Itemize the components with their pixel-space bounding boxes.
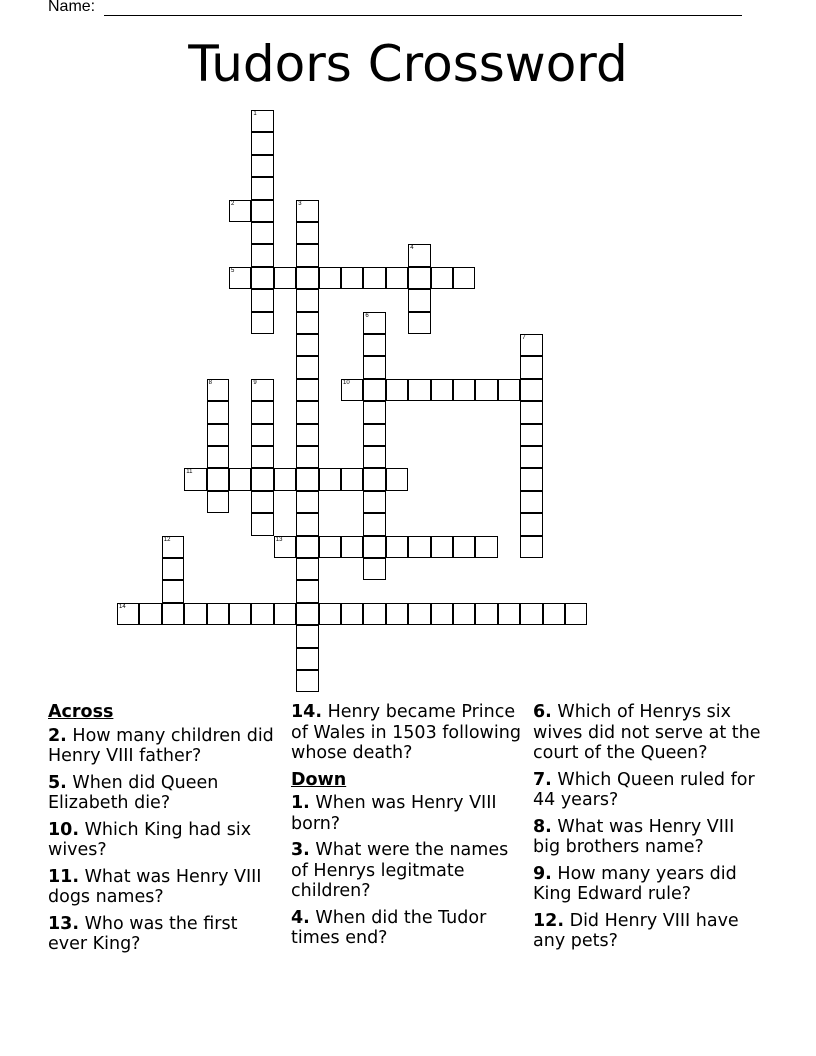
crossword-cell[interactable] (184, 603, 206, 625)
crossword-cell[interactable] (431, 536, 453, 558)
crossword-cell[interactable] (207, 468, 229, 490)
crossword-cell[interactable] (520, 603, 542, 625)
crossword-cell[interactable] (184, 468, 206, 490)
clue-across-5: 5. When did Queen Elizabeth die? (48, 772, 219, 813)
crossword-cell[interactable] (520, 424, 542, 446)
crossword-cell[interactable] (162, 603, 184, 625)
clue-across-2: 2. How many children did Henry VIII father? (48, 725, 274, 766)
crossword-cell[interactable] (319, 536, 341, 558)
clue-down-4: 4. When did the Tudor times end? (291, 907, 487, 948)
crossword-cell[interactable] (431, 603, 453, 625)
crossword-cell[interactable] (363, 536, 385, 558)
cell-number: 7 (522, 335, 526, 341)
crossword-cell[interactable] (139, 603, 161, 625)
crossword-cell[interactable] (274, 603, 296, 625)
crossword-cell[interactable] (341, 468, 363, 490)
crossword-cell[interactable] (453, 267, 475, 289)
crossword-cell[interactable] (565, 603, 587, 625)
crossword-cell[interactable] (296, 379, 318, 401)
crossword-cell[interactable] (117, 603, 139, 625)
crossword-cell[interactable] (520, 379, 542, 401)
crossword-cell[interactable] (296, 312, 318, 334)
clue-down-9: 9. How many years did King Edward rule? (533, 863, 737, 904)
crossword-cell[interactable] (341, 267, 363, 289)
name-input-line[interactable] (104, 15, 742, 16)
crossword-cell[interactable] (408, 379, 430, 401)
crossword-cell[interactable] (296, 468, 318, 490)
crossword-cell[interactable] (543, 603, 565, 625)
crossword-cell[interactable] (498, 603, 520, 625)
crossword-cell[interactable] (386, 468, 408, 490)
crossword-cell[interactable] (341, 379, 363, 401)
crossword-cell[interactable] (341, 536, 363, 558)
crossword-cell[interactable] (363, 334, 385, 356)
clues-column-2 (291, 702, 521, 955)
clues-column-1 (48, 702, 278, 961)
crossword-cell[interactable] (319, 603, 341, 625)
cell-number: 5 (231, 267, 235, 274)
crossword-cell[interactable] (475, 379, 497, 401)
crossword-cell[interactable] (520, 401, 542, 423)
crossword-cell[interactable] (363, 491, 385, 513)
crossword-cell[interactable] (207, 379, 229, 401)
crossword-cell[interactable] (251, 379, 273, 401)
cell-number: 10 (343, 379, 350, 386)
crossword-cell[interactable] (207, 401, 229, 423)
crossword-cell[interactable] (408, 312, 430, 334)
clue-across-13: 13. Who was the first ever King? (48, 913, 238, 954)
crossword-cell[interactable] (319, 468, 341, 490)
cell-number: 6 (365, 312, 369, 319)
down-heading: Down (291, 769, 347, 790)
crossword-cell[interactable] (363, 558, 385, 580)
crossword-cell[interactable] (475, 603, 497, 625)
crossword-cell[interactable] (207, 603, 229, 625)
crossword-cell[interactable] (251, 132, 273, 154)
crossword-cell[interactable] (319, 267, 341, 289)
cell-number: 12 (163, 536, 171, 543)
crossword-cell[interactable] (251, 424, 273, 446)
crossword-cell[interactable] (386, 379, 408, 401)
crossword-cell[interactable] (453, 603, 475, 625)
clue-down-7: 7. Which Queen ruled for 44 years? (533, 769, 755, 810)
crossword-cell[interactable] (251, 110, 273, 132)
cell-number: 9 (253, 379, 257, 386)
crossword-cell[interactable] (251, 468, 273, 490)
crossword-cell[interactable] (296, 580, 318, 602)
crossword-cell[interactable] (162, 580, 184, 602)
crossword-cell[interactable] (386, 603, 408, 625)
crossword-cell[interactable] (251, 513, 273, 535)
page-title: Tudors Crossword (188, 35, 628, 93)
crossword-cell[interactable] (251, 491, 273, 513)
crossword-cell[interactable] (363, 603, 385, 625)
clues-column-3 (533, 702, 763, 958)
crossword-cell[interactable] (363, 312, 385, 334)
crossword-cell[interactable] (251, 603, 273, 625)
crossword-cell[interactable] (274, 536, 296, 558)
crossword-cell[interactable] (296, 244, 318, 266)
crossword-cell[interactable] (296, 356, 318, 378)
crossword-cell[interactable] (363, 446, 385, 468)
cell-number: 4 (410, 245, 414, 252)
crossword-cell[interactable] (296, 558, 318, 580)
clue-across-10: 10. Which King had six wives? (48, 819, 252, 860)
crossword-cell[interactable] (475, 536, 497, 558)
crossword-cell[interactable] (274, 267, 296, 289)
crossword-cell[interactable] (520, 536, 542, 558)
crossword-cell[interactable] (251, 312, 273, 334)
crossword-cell[interactable] (520, 356, 542, 378)
crossword-cell[interactable] (408, 603, 430, 625)
crossword-cell[interactable] (296, 603, 318, 625)
crossword-cell[interactable] (408, 267, 430, 289)
crossword-cell[interactable] (229, 603, 251, 625)
name-label: Name: (48, 0, 96, 15)
crossword-cell[interactable] (520, 491, 542, 513)
crossword-cell[interactable] (520, 468, 542, 490)
crossword-cell[interactable] (408, 536, 430, 558)
crossword-cell[interactable] (363, 468, 385, 490)
cell-number: 2 (231, 200, 235, 207)
clue-across-14: 14. Henry became Prince of Wales in 1503 following whose death? (291, 702, 521, 763)
cell-number: 13 (275, 536, 283, 543)
crossword-cell[interactable] (363, 513, 385, 535)
crossword-cell[interactable] (251, 244, 273, 266)
crossword-cell[interactable] (251, 289, 273, 311)
crossword-cell[interactable] (251, 222, 273, 244)
crossword-cell[interactable] (229, 468, 251, 490)
crossword-cell[interactable] (363, 356, 385, 378)
crossword-cell[interactable] (251, 155, 273, 177)
crossword-cell[interactable] (453, 379, 475, 401)
crossword-cell[interactable] (296, 401, 318, 423)
cell-number: 3 (298, 200, 302, 207)
crossword-cell[interactable] (274, 468, 296, 490)
crossword-cell[interactable] (520, 513, 542, 535)
crossword-cell[interactable] (296, 267, 318, 289)
crossword-cell[interactable] (341, 603, 363, 625)
crossword-cell[interactable] (229, 200, 251, 222)
crossword-cell[interactable] (296, 446, 318, 468)
crossword-cell[interactable] (207, 446, 229, 468)
crossword-cell[interactable] (162, 558, 184, 580)
cell-number: 1 (253, 111, 257, 117)
crossword-cell[interactable] (498, 379, 520, 401)
crossword-cell[interactable] (296, 648, 318, 670)
crossword-cell[interactable] (408, 244, 430, 266)
crossword-cell[interactable] (453, 536, 475, 558)
cell-number: 8 (208, 379, 212, 386)
clue-down-6: 6. Which of Henrys six wives did not serve at the court of the Queen? (533, 702, 761, 763)
crossword-cell[interactable] (520, 446, 542, 468)
crossword-cell[interactable] (296, 513, 318, 535)
crossword-cell[interactable] (296, 200, 318, 222)
crossword-cell[interactable] (207, 491, 229, 513)
crossword-cell[interactable] (363, 379, 385, 401)
across-heading: Across (48, 702, 114, 722)
crossword-cell[interactable] (408, 289, 430, 311)
crossword-cell[interactable] (363, 401, 385, 423)
crossword-cell[interactable] (386, 536, 408, 558)
crossword-cell[interactable] (296, 222, 318, 244)
crossword-cell[interactable] (431, 267, 453, 289)
crossword-cell[interactable] (296, 670, 318, 692)
crossword-cell[interactable] (296, 536, 318, 558)
crossword-cell[interactable] (520, 334, 542, 356)
crossword-cell[interactable] (431, 379, 453, 401)
crossword-cell[interactable] (363, 267, 385, 289)
clue-down-12: 12. Did Henry VIII have any pets? (533, 910, 739, 951)
crossword-cell[interactable] (251, 401, 273, 423)
clue-down-8: 8. What was Henry VIII big brothers name? (533, 816, 735, 857)
crossword-cell[interactable] (296, 491, 318, 513)
cell-number: 14 (119, 603, 126, 610)
crossword-cell[interactable] (296, 424, 318, 446)
crossword-cell[interactable] (296, 334, 318, 356)
crossword-cell[interactable] (296, 625, 318, 647)
crossword-cell[interactable] (296, 289, 318, 311)
crossword-cell[interactable] (207, 424, 229, 446)
crossword-cell[interactable] (386, 267, 408, 289)
crossword-cell[interactable] (251, 267, 273, 289)
clue-across-11: 11. What was Henry VIII dogs names? (48, 866, 262, 907)
crossword-cell[interactable] (162, 536, 184, 558)
crossword-cell[interactable] (251, 446, 273, 468)
crossword-cell[interactable] (251, 177, 273, 199)
clue-down-3: 3. What were the names of Henrys legitmate children? (291, 840, 509, 901)
crossword-cell[interactable] (251, 200, 273, 222)
cell-number: 11 (186, 469, 193, 476)
crossword-cell[interactable] (363, 424, 385, 446)
crossword-cell[interactable] (229, 267, 251, 289)
clue-down-1: 1. When was Henry VIII born? (291, 793, 497, 834)
